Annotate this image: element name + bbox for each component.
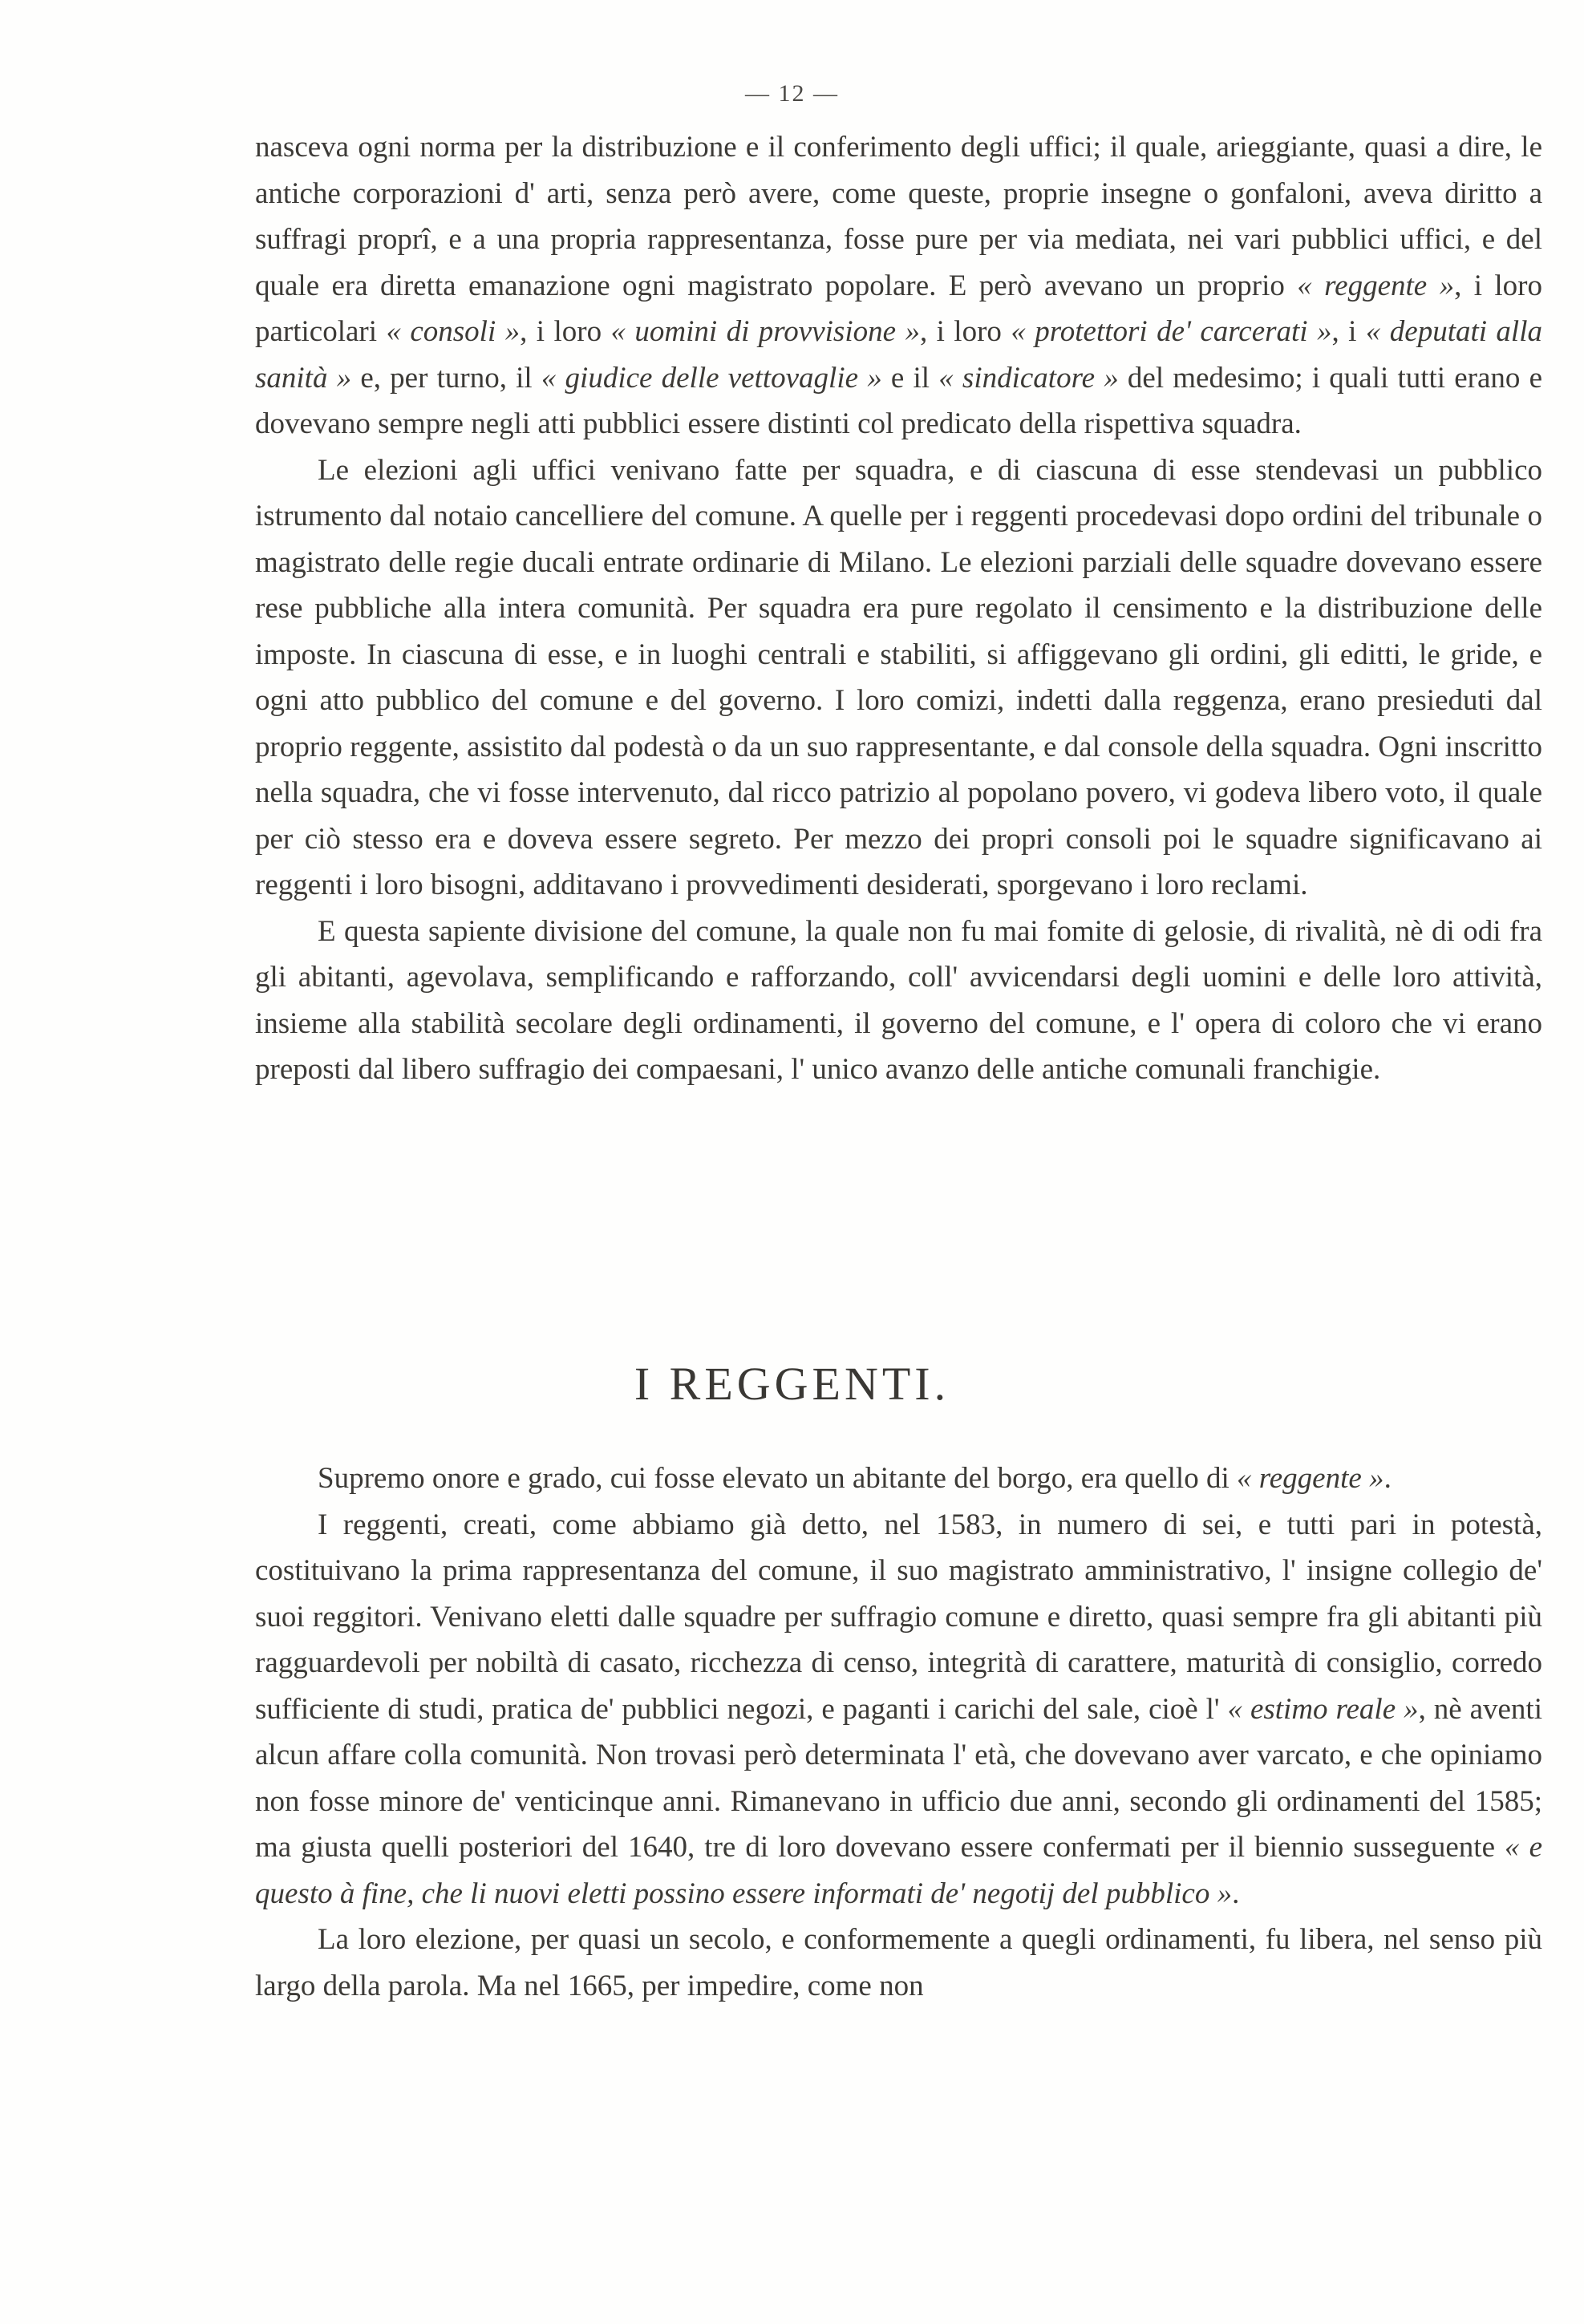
italic-text: « giudice delle vettovaglie » [541, 361, 882, 395]
italic-text: « estimo reale » [1227, 1692, 1419, 1726]
italic-text: « reggente » [1297, 269, 1455, 302]
text-run: E questa sapiente divisione del comune, la quale non fu mai fomite di gelosie, di rivalità, nè di odi fra gli abitanti, agevolava, semplificando e rafforzando, coll' avvicendarsi degli uomini e delle loro attività, insieme alla stabilità secolare degli ordinamenti, il governo del comune, e l' opera di coloro che vi erano preposti dal libero suffragio dei compaesani, l' unico avanzo delle antiche comunali franchigie. [255, 914, 1542, 1086]
text-run: I reggenti, creati, come abbiamo già detto, nel 1583, in numero di sei, e tutti pari in potestà, costituivano la prima rappresentanza del comune, il suo magistrato amministrativo, l' insigne collegio de' suoi reggitori. Venivano eletti dalle squadre per suffragio comune e diretto, quasi sempre fra gli abitanti più ragguardevoli per nobiltà di casato, ricchezza di censo, integrità di carattere, maturità di consiglio, corredo sufficiente di studi, pratica de' pubblici negozi, e paganti i carichi del sale, cioè l' [255, 1508, 1542, 1726]
text-run: e, per turno, il [351, 361, 541, 395]
italic-text: « deputati alla sanità » [255, 315, 1542, 395]
text-run: Supremo onore e grado, cui fosse elevato un abitante del borgo, era quello di [318, 1462, 1237, 1495]
text-run: nasceva ogni norma per la distribuzione e il conferimento degli uffici; il quale, arieggiante, quasi a dire, le antiche corporazioni d' arti, senza però avere, come queste, proprie insegne o gonfaloni, aveva diritto a suffragi proprî, e a una propria rappresentanza, fosse pure per via mediata, nei vari pubblici uffici, e del quale era diretta emanazione ogni magistrato popolare. E però avevano un proprio [255, 131, 1542, 302]
text-run: . [1383, 1462, 1392, 1495]
text-run: del medesimo; i quali tutti erano e dovevano sempre negli atti pubblici essere distinti col predicato della rispettiva squadra. [255, 361, 1543, 440]
italic-text: « uomini di provvisione » [610, 315, 920, 348]
text-run: , i loro [520, 315, 611, 348]
paragraph [255, 1917, 1542, 2009]
italic-text: « consoli » [386, 315, 521, 348]
text-run: La loro elezione, per quasi un secolo, e conformemente a quegli ordinamenti, fu libera, nel senso più largo della parola. Ma nel 1665, per impedire, come non [255, 1923, 1542, 2002]
italic-text: « protettori de' carcerati » [1011, 315, 1332, 348]
section-heading: I REGGENTI. [634, 1358, 950, 1410]
paragraph [255, 1502, 1542, 1917]
text-run: , i loro [919, 315, 1011, 348]
paragraph [255, 124, 1542, 447]
paragraph [255, 447, 1542, 909]
italic-text: « sindicatore » [938, 361, 1119, 395]
text-run: , i [1331, 315, 1366, 348]
text-run: . [1232, 1877, 1240, 1910]
page-number: — 12 — [745, 80, 839, 107]
paragraph [255, 1456, 1542, 1502]
body-text-bottom [255, 1456, 1542, 2009]
paragraph [255, 909, 1542, 1093]
text-run: , nè aventi alcun affare colla comunità. Non trovasi però determinata l' età, che dovevano aver varcato, e che opiniamo non fosse minore de' venticinque anni. Rimanevano in ufficio due anni, secondo gli ordinamenti del 1585; ma giusta quelli posteriori del 1640, tre di loro dovevano essere confermati per il biennio susseguente [255, 1692, 1542, 1864]
text-run: Le elezioni agli uffici venivano fatte per squadra, e di ciascuna di esse stendevasi un pubblico istrumento dal notaio cancelliere del comune. A quelle per i reggenti procedevasi dopo ordini del tribunale o magistrato delle regie ducali entrate ordinarie di Milano. Le elezioni parziali delle squadre dovevano essere rese pubbliche alla intera comunità. Per squadra era pure regolato il censimento e la distribuzione delle imposte. In ciascuna di esse, e in luoghi centrali e stabiliti, si affiggevano gli ordini, gli editti, le gride, e ogni atto pubblico del comune e del governo. I loro comizi, indetti dalla reggenza, erano presieduti dal proprio reggente, assistito dal podestà o da un suo rappresentante, e dal console della squadra. Ogni inscritto nella squadra, che vi fosse intervenuto, dal ricco patrizio al popolano povero, vi godeva libero voto, il quale per ciò stesso era e doveva essere segreto. Per mezzo dei propri consoli poi le squadre significavano ai reggenti i loro bisogni, additavano i provvedimenti desiderati, sporgevano i loro reclami. [255, 453, 1542, 901]
text-run: e il [881, 361, 939, 395]
italic-text: « reggente » [1236, 1462, 1384, 1495]
italic-text: « e questo à fine, che li nuovi eletti possino essere informati de' negotij del pubblico » [255, 1831, 1542, 1910]
body-text-top [255, 124, 1542, 1093]
text-run: , i loro particolari [255, 269, 1542, 348]
